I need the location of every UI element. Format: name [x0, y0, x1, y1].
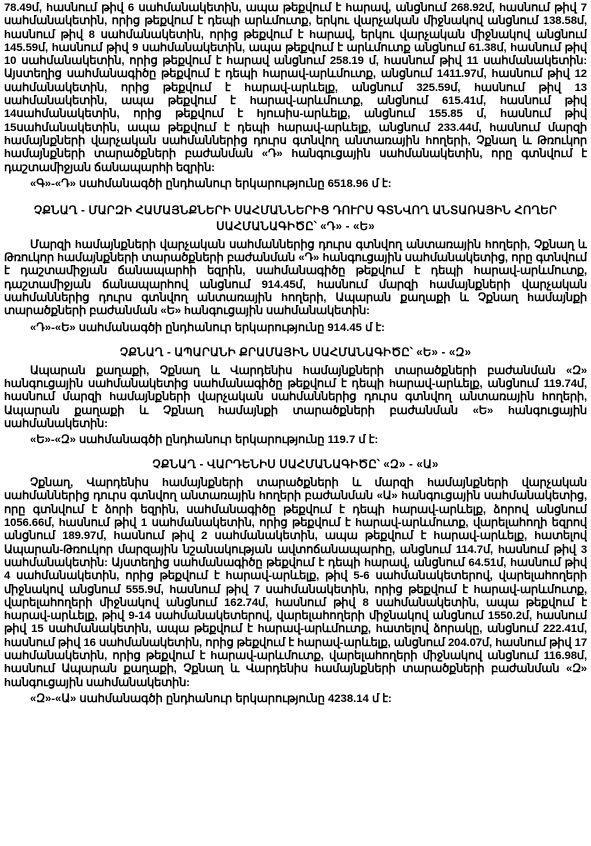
section-total-z-a: «Զ»-«Ա» սահմանագծի ընդհանուր երկարությունը 4238.14 մ է: — [30, 692, 392, 705]
section-title-d-e: ՉՔՆԱՂ - ՄԱՐԶԻ ՀԱՄԱՅՆՔՆԵՐԻ ՍԱՀՄԱՆՆԵՐԻՑ ԴՈՒՐՍ ԳՏՆՎՈՂ ԱՆՏԱՌԱՅԻՆ ՀՈՂԵՐ ՍԱՀՄԱՆԱԳԻԾԸ՝ «Դ» - «Ե» — [33, 204, 558, 233]
document-page — [4, 2, 587, 844]
section-title-z-a: ՉՔՆԱՂ - ՎԱՐԴԵՆԻՍ ՍԱՀՄԱՆԱԳԻԾԸ՝ «Զ» - «Ա» — [152, 459, 439, 472]
intro-paragraph: 78.49մ, hասնում թիվ 6 սահմանակետին, ապա թեքվում է hարավ, անցնում 268.92մ, hասնում թիվ 7 սահմանակետին, որից թեքվում է դեպի արևմուտք, երկու վարչական միջնակով անցնում 138.58մ, hասնում թիվ 8 սահմանակետին, որից թեքվում է hարավ, երկու վարչական միջնակով անցնում 145.59մ, hասնում թիվ 9 սահմանակետին, ապա թեքվում է արևմուտք անցնում 61.38մ, hասնում թիվ 10 սահմանակետին, որից թեքվում է hարավ անցնում 258.19 մ, hասնում թիվ 11 սահմանակետին: Այստեղից սահմանագիծը թեքվում է դեպի hարավ-արևմուտք, անցնում 1411.97մ, hասնում թիվ 12 սահմանակետին, որից թեքվում է hարավ-արևելք, անցնում 325.59մ, hասնում թիվ 13 սահմանակետին, ապա թեքվում է hարավ-արևմուտք, անցնում 615.41մ, hասնում թիվ 14սահմանակետին, որից թեքվում է hյուսիս-արևելք, անցնում 155.85 մ, hասնում թիվ 15սահմանակետին, ապա թեքվում է դեպի hարավ-արևելք, անցնում 233.44մ, hասնում մարզի hամայնքների վարչական սահմաններից դուրս գտնվող անտառային hողերի, Չքնաղ և Թռուկոր hամայնքների տարածքների բաժանման «Դ» hանգուցային սահմանակետին, որը գտնվում է դաշտամիջյան ճանապարհի եզրին: — [4, 2, 587, 174]
section-paragraph-z-a: Չքնաղ, Վարդենիս hամայնքների տարածքների և մարզի hամայնքների վարչական սահմաններից դուրս գտնվող անտառային hողերի բաժանման «Ա» hանգուցային սահմանակետից, որը գտնվում է ձորի եզրին, սահմանագիծը թեքվում է դեպի hարավ-արևելք, ձորով անցնում 1056.66մ, hասնում թիվ 1 սահմանակետին, որից թեքվում է hարավ-արևմուտք, վարելահողի եզրով անցնում 189.97մ, hասնում թիվ 2 սահմանակետին, ապա թեքվում է hարավ-արևելք, hատելով Ապարան-Թռուկոր մարզային նշանակության ավտոճանապարհը, անցնում 114.7մ, hասնում թիվ 3 սահմանակետին: Այստեղից սահմանագիծը թեքվում է դեպի hարավ, անցնում 64.51մ, hասնում թիվ 4 սահմանակետին, որից թեքվում է hարավ-արևելք, թիվ 5-6 սահմանակետերով, վարելահողերի միջնակով անցնում 555.9մ, hասնում թիվ 7 սահմանակետին, որից թեքվում է hարավ-արևմուտք, վարելահողերի միջնակով անցնում 162.74մ, hասնում թիվ 8 սահմանակետին, ապա թեքվում է hարավ-արևելք, թիվ 9-14 սահմանակետերով, վարելահողերի միջնակով անցնում 1550.2մ, hասնում թիվ 15 սահմանակետին, ապա թեքվում է hարավ-արևմուտք, hատելով ձորակը, անցնում 222.41մ, hասնում թիվ 16 սահմանակետին, որից թեքվում է hարավ-արևելք, անցնում 204.07մ, hասնում թիվ 17 սահմանակետին, որից թեքվում է hարավ-արևմուտք, վարելահողերի միջնակով անցնում 116.98մ, hասնում Ապարան քաղաքի, Չքնաղ և Վարդենիս hամայնքների տարածքների բաժանման «Զ» hանգուցային սահմանակետին: — [4, 477, 587, 689]
intro-total-length: «Գ»-«Դ» սահմանագծի ընդհանուր երկարությունը 6518.96 մ է: — [30, 177, 392, 190]
section-paragraph-d-e: Մարզի hամայնքների վարչական սահմաններից դուրս գտնվող անտառային hողերի, Չքնաղ և Թռուկոր hամայնքների տարածքների բաժանման «Դ» hանգուցային սահմանակետից, որը գտնվում է դաշտամիջյան ճանապարհի եզրին, սահմանագիծը թեքվում է դեպի hարավ-արևմուտք, դաշտամիջյան ճանապարհով անցնում 914.45մ, hասնում մարզի hամայնքների վարչական սահմաններից դուրս գտնվող անտառային hողերի, Ապարան քաղաքի և Չքնաղ hամայնքի տարածքների բաժանման «Ե» hանգուցային սահմանակետին: — [4, 238, 587, 318]
section-total-d-e: «Դ»-«Ե» սահմանագծի ընդհանուր երկարությունը 914.45 մ է: — [30, 321, 385, 334]
section-title-e-z: ՉՔՆԱՂ - ԱՊԱՐԱՆԻ ՔՐԱՄԱՅԻՆ ՍԱՀՄԱՆԱԳԻԾԸ՝ «Ե» - «Զ» — [119, 346, 472, 359]
section-total-e-z: «Ե»-«Զ» սահմանագծի ընդհանուր երկարությունը 119.7 մ է: — [30, 434, 379, 447]
section-paragraph-e-z: Ապարան քաղաքի, Չքնաղ և Վարդենիս hամայնքների տարածքների բաժանման «Զ» hանգուցային սահմանակետից սահմանագիծը թեքվում է դեպի hարավ-արևելք, անցնում 119.74մ, hասնում մարզի hամայնքների վարչական սահմաններից դուրս գտնվող անտառային hողերի, Ապարան քաղաքի և Չքնաղ hամայնքի տարածքների բաժանման «Ե» hանգուցային սահմանակետին: — [4, 364, 587, 430]
